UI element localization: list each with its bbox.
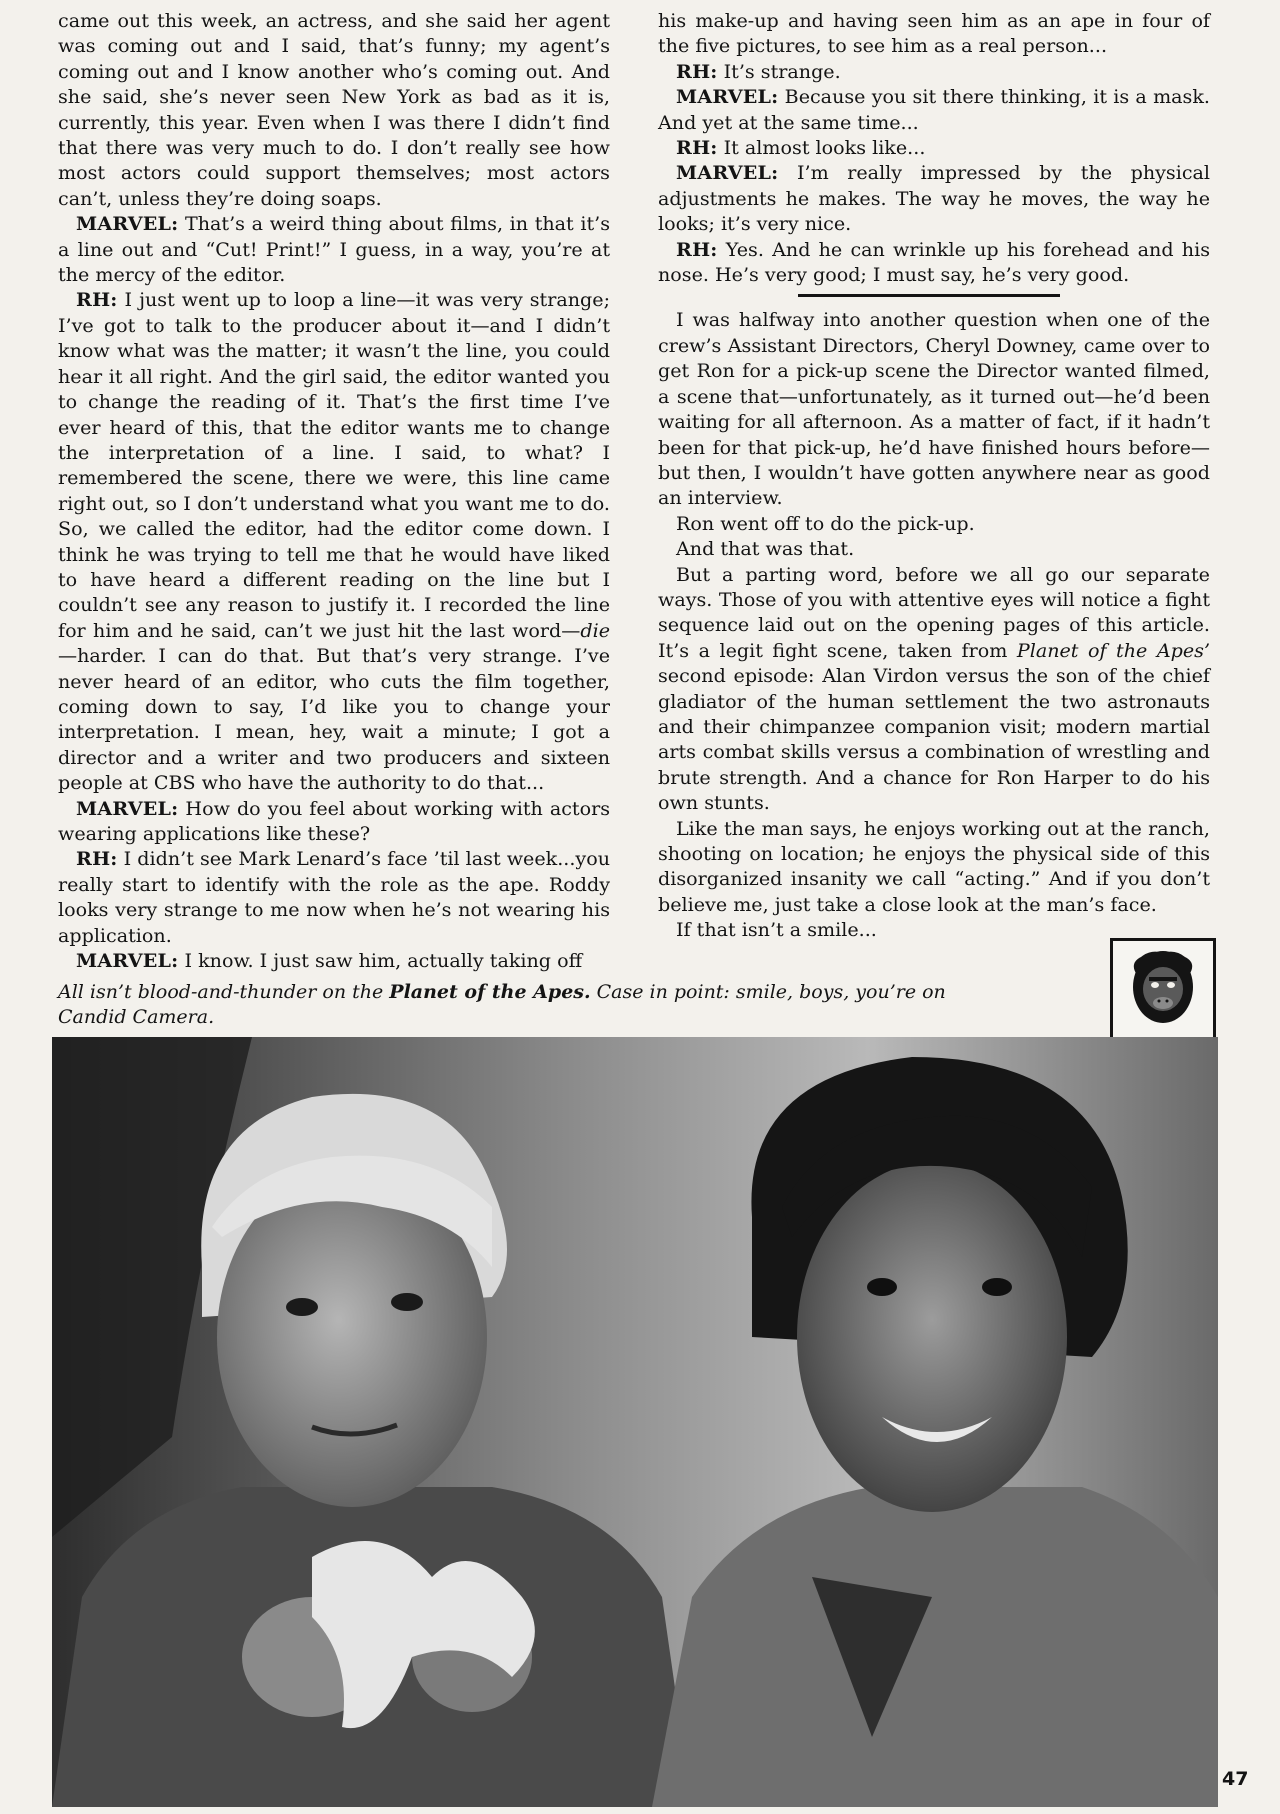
speaker-label: RH: bbox=[676, 136, 718, 160]
photo-caption: All isn’t blood-and-thunder on the Planet of the Apes. Case in point: smile, boys, you’re on Candid Camera. bbox=[58, 981, 946, 1028]
paragraph: came out this week, an actress, and she said her agent was coming out and I said, that’s funny; my agent’s coming out and I know another who’s coming out. And she said, she’s never seen New York as bad as it is, currently, this year. Even when I was there I didn’t find that there was very much to do. I don’t really see how most actors could support themselves; most actors can’t, unless they’re doing soaps. bbox=[58, 9, 610, 210]
speaker-label: MARVEL: bbox=[676, 161, 779, 185]
ape-head-icon bbox=[1123, 945, 1203, 1035]
photo-illustration bbox=[52, 1037, 1218, 1807]
paragraph: But a parting word, before we all go our separate ways. Those of you with attentive eyes will notice a fight sequence laid out on the opening pages of this article. It’s a legit fight scene, taken from Planet of the Apes’ second episode: Alan Virdon versus the son of the chief gladiator of the human settlement the two astronauts and their chimpanzee companion visit; modern martial arts combat skills versus a combination of wrestling and brute strength. And a chance for Ron Harper to do his own stunts. bbox=[658, 562, 1211, 815]
emphasis: die bbox=[580, 618, 610, 642]
paragraph: If that isn’t a smile... bbox=[676, 918, 877, 942]
paragraph: RH: I didn’t see Mark Lenard’s face ’til last week...you really start to identify with the role as the ape. Roddy looks very strange to me now when he’s not wearing his application. bbox=[58, 847, 610, 947]
speaker-label: MARVEL: bbox=[676, 85, 779, 109]
paragraph: Like the man says, he enjoys working out at the ranch, shooting on location; he enjoys the physical side of this disorganized insanity we call “acting.” And if you don’t believe me, just take a close look at the man’s face. bbox=[658, 816, 1210, 916]
paragraph: RH: It almost looks like... bbox=[676, 136, 926, 160]
section-divider bbox=[798, 294, 1060, 297]
paragraph: Ron went off to do the pick-up. bbox=[676, 511, 975, 535]
page-number: 47 bbox=[1222, 1768, 1249, 1790]
right-column bbox=[658, 8, 1210, 943]
paragraph: RH: Yes. And he can wrinkle up his forehead and his nose. He’s very good; I must say, he’s very good. bbox=[658, 237, 1210, 287]
paragraph: his make-up and having seen him as an ape in four of the five pictures, to see him as a real person... bbox=[658, 9, 1210, 58]
paragraph: RH: I just went up to loop a line—it was very strange; I’ve got to talk to the producer about it—and I didn’t know what was the matter; it wasn’t the line, you could hear it all right. And the girl said, the editor wanted you to change the reading of it. That’s the first time I’ve ever heard of this, that the editor wants me to change the interpretation of a line. I said, to what? I remembered the scene, there we were, this line came right out, so I don’t understand what you want me to do. So, we called the editor, had the editor come down. I think he was trying to tell me that he would have liked to have heard a different reading on the line but I couldn’t see any reason to justify it. I recorded the line for him and he said, can’t we just hit the last word—die—harder. I can do that. But that’s very strange. I’ve never heard of an editor, who cuts the film together, coming down to say, I’d like you to change your interpretation. I mean, hey, wait a minute; I got a director and a writer and two producers and sixteen people at CBS who have the authority to do that... bbox=[58, 288, 610, 795]
left-column bbox=[58, 8, 610, 973]
paragraph: MARVEL: That’s a weird thing about films, in that it’s a line out and “Cut! Print!” I guess, in a way, you’re at the mercy of the editor. bbox=[58, 212, 610, 287]
right-man-face bbox=[797, 1162, 1067, 1512]
paragraph: MARVEL: Because you sit there thinking, it is a mask. And yet at the same time... bbox=[658, 85, 1210, 134]
paragraph: And that was that. bbox=[676, 537, 855, 561]
paragraph: MARVEL: How do you feel about working with actors wearing applications like these? bbox=[58, 796, 610, 845]
speaker-label: RH: bbox=[676, 237, 718, 261]
speaker-label: MARVEL: bbox=[76, 949, 179, 973]
paragraph: I was halfway into another question when one of the crew’s Assistant Directors, Cheryl Downey, came over to get Ron for a pick-up scene the Director wanted filmed, a scene that—unfortunately, as it turned out—he’d been waiting for all afternoon. As a matter of fact, if it hadn’t been for that pick-up, he’d have finished hours before—but then, I wouldn’t have gotten anywhere near as good an interview. bbox=[658, 308, 1210, 510]
caption-title: Planet of the Apes. bbox=[389, 981, 591, 1003]
speaker-label: RH: bbox=[676, 59, 718, 83]
speaker-label: MARVEL: bbox=[76, 212, 179, 236]
speaker-label: RH: bbox=[76, 847, 118, 871]
paragraph: RH: It’s strange. bbox=[676, 59, 841, 83]
paragraph: MARVEL: I know. I just saw him, actually taking off bbox=[76, 949, 583, 973]
speaker-label: RH: bbox=[76, 288, 118, 312]
speaker-label: MARVEL: bbox=[76, 796, 179, 820]
title-reference: Planet of the Apes’ bbox=[1016, 638, 1211, 662]
photograph bbox=[52, 1037, 1218, 1807]
paragraph: MARVEL: I’m really impressed by the physical adjustments he makes. The way he moves, the way he looks; it’s very nice. bbox=[658, 161, 1210, 236]
